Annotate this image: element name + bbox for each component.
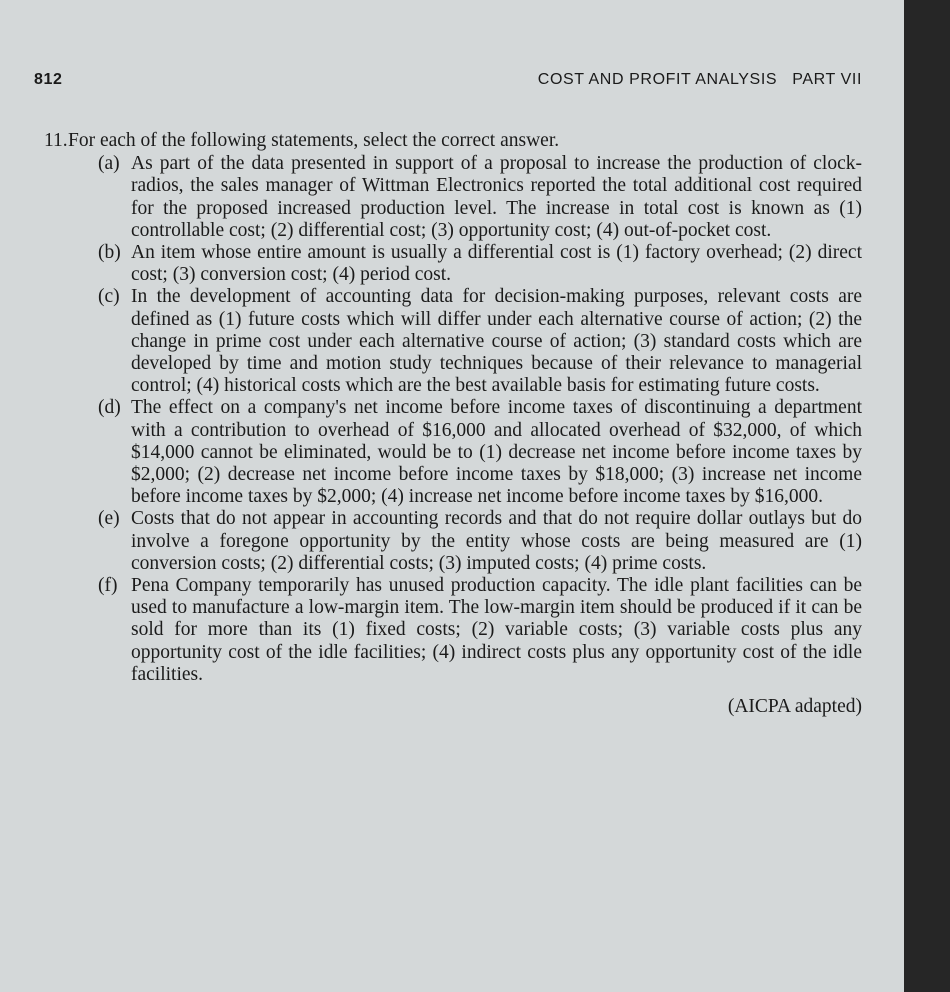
answer-item-d xyxy=(44,397,862,508)
page-number: 812 xyxy=(34,71,63,88)
page-header xyxy=(34,71,862,93)
question-number: 11. xyxy=(44,130,68,151)
answer-item-c xyxy=(44,286,862,397)
right-border xyxy=(904,0,950,992)
running-head: COST AND PROFIT ANALYSIS PART VII xyxy=(537,71,862,88)
item-label: (b) xyxy=(98,242,121,264)
answer-item-b xyxy=(44,242,862,286)
item-text: The effect on a company's net income before income taxes of discontinuing a department with a contribution to overhead of $16,000 and allocated overhead of $32,000, of which $14,000 cannot be eliminated, would be to (1) decrease net income before income taxes by $2,000; (2) decrease net income before income taxes by $18,000; (3) increase net income before income taxes by $2,000; (4) increase net income before income taxes by $16,000. xyxy=(131,397,862,508)
item-label: (e) xyxy=(98,508,120,530)
item-label: (c) xyxy=(98,286,120,308)
item-label: (f) xyxy=(98,575,118,597)
item-label: (a) xyxy=(98,153,120,175)
item-text: Costs that do not appear in accounting records and that do not require dollar outlays but do involve a foregone opportunity by the entity whose costs are being measured are (1) conversion costs; (2) differential costs; (3) imputed costs; (4) prime costs. xyxy=(131,508,862,574)
item-label: (d) xyxy=(98,397,121,419)
item-text: An item whose entire amount is usually a differential cost is (1) factory overhead; (2) direct cost; (3) conversion cost; (4) period cost. xyxy=(131,242,862,286)
question-block xyxy=(44,130,862,718)
item-text: Pena Company temporarily has unused production capacity. The idle plant facilities can be used to manufacture a low-margin item. The low-margin item should be produced if it can be sold for more than its (1) fixed costs; (2) variable costs; (3) variable costs plus any opportunity cost of the idle facilities; (4) indirect costs plus any opportunity cost of the idle facilities. xyxy=(131,575,862,685)
question-prompt-line xyxy=(44,130,862,152)
item-text: As part of the data presented in support of a proposal to increase the production of clock-radios, the sales manager of Wittman Electronics reported the total additional cost required for the proposed increased production level. The increase in total cost is known as (1) controllable cost; (2) differential cost; (3) opportunity cost; (4) out-of-pocket cost. xyxy=(131,153,862,241)
source-citation: (AICPA adapted) xyxy=(727,696,862,718)
answer-item-a xyxy=(44,153,862,242)
question-prompt: For each of the following statements, select the correct answer. xyxy=(68,130,560,151)
answer-item-f xyxy=(44,575,862,686)
item-text: In the development of accounting data for decision-making purposes, relevant costs are defined as (1) future costs which will differ under each alternative course of action; (2) the change in prime cost under each alternative course of action; (3) standard costs which are developed by time and motion study techniques because of their relevance to managerial control; (4) historical costs which are the best available basis for estimating future costs. xyxy=(131,286,862,397)
answer-item-e xyxy=(44,508,862,575)
